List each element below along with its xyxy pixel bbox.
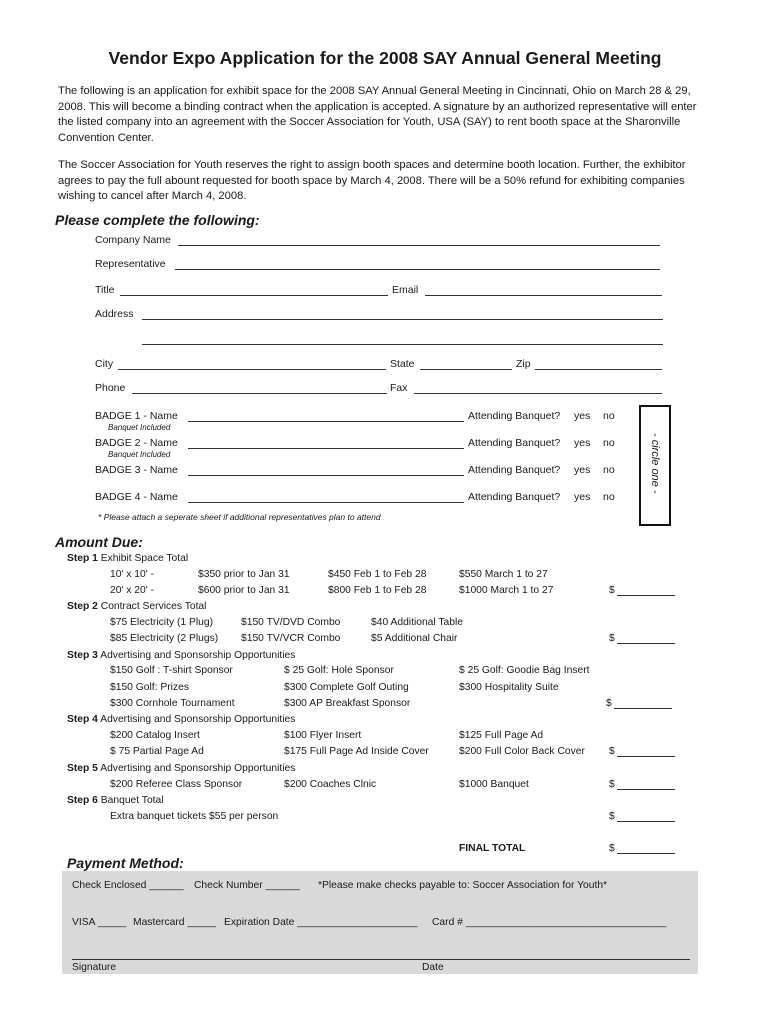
- badge-4-name-field[interactable]: [188, 502, 464, 503]
- step-1-price-20-feb: $800 Feb 1 to Feb 28: [328, 585, 427, 596]
- final-total-dollar: $: [609, 843, 615, 854]
- step-2-total-field[interactable]: [617, 643, 675, 644]
- step-4-item-5: $175 Full Page Ad Inside Cover: [284, 746, 429, 757]
- step-1-price-10-jan: $350 prior to Jan 31: [198, 569, 290, 580]
- step-3-item-1: $150 Golf : T-shirt Sponsor: [110, 665, 233, 676]
- step-3-total-field[interactable]: [614, 708, 672, 709]
- step-3-item-6: $300 Hospitality Suite: [459, 682, 559, 693]
- final-total-label: FINAL TOTAL: [459, 843, 526, 854]
- step-3-title: Advertising and Sponsorship Opportunities: [97, 650, 296, 661]
- card-number-field[interactable]: Card # ___________________________________: [432, 917, 667, 928]
- amount-due-heading: Amount Due:: [55, 534, 143, 550]
- step-3-item-4: $150 Golf: Prizes: [110, 682, 189, 693]
- final-total-field[interactable]: [617, 853, 675, 854]
- badge-1-banquet-label: Attending Banquet?: [468, 410, 561, 422]
- step-3-item-8: $300 AP Breakfast Sponsor: [284, 698, 411, 709]
- page-title: Vendor Expo Application for the 2008 SAY Annual General Meeting: [108, 48, 662, 68]
- step-2-item-2: $150 TV/DVD Combo: [241, 617, 341, 628]
- step-4-item-4: $ 75 Partial Page Ad: [110, 746, 204, 757]
- representative-field[interactable]: [175, 269, 660, 270]
- step-2-item-6: $5 Additional Chair: [371, 633, 458, 644]
- step-3-item-7: $300 Cornhole Tournament: [110, 698, 235, 709]
- address-field-line-1[interactable]: [142, 319, 663, 320]
- title-label: Title: [95, 284, 115, 296]
- badge-3-label: BADGE 3 - Name: [95, 464, 178, 476]
- step-1-size-20: 20' x 20' -: [110, 585, 154, 596]
- step-6-item-1: Extra banquet tickets $55 per person: [110, 811, 279, 822]
- badge-1-note: Banquet Included: [108, 423, 171, 432]
- zip-label: Zip: [516, 358, 531, 370]
- step-4-item-6: $200 Full Color Back Cover: [459, 746, 585, 757]
- zip-field[interactable]: [535, 369, 662, 370]
- badge-4-banquet-label: Attending Banquet?: [468, 491, 561, 503]
- badge-4-no[interactable]: no: [603, 491, 615, 503]
- badge-2-label: BADGE 2 - Name: [95, 437, 178, 449]
- phone-label: Phone: [95, 382, 126, 394]
- address-label: Address: [95, 308, 134, 320]
- badge-footnote: * Please attach a seperate sheet if additional representatives plan to attend: [98, 512, 381, 522]
- step-2-item-5: $150 TV/VCR Combo: [241, 633, 341, 644]
- step-1-title: Exhibit Space Total: [97, 553, 189, 564]
- company-name-field[interactable]: [178, 245, 660, 246]
- step-2-label: Step 2: [67, 601, 98, 612]
- step-4-dollar: $: [609, 746, 615, 757]
- fax-field[interactable]: [414, 393, 662, 394]
- badge-4-label: BADGE 4 - Name: [95, 491, 178, 503]
- step-2-item-3: $40 Additional Table: [371, 617, 463, 628]
- step-3-heading: [67, 650, 295, 661]
- state-label: State: [390, 358, 415, 370]
- badge-2-name-field[interactable]: [188, 448, 464, 449]
- email-label: Email: [392, 284, 419, 296]
- badge-2-no[interactable]: no: [603, 437, 615, 449]
- email-field[interactable]: [425, 295, 662, 296]
- step-5-title: Advertising and Sponsorship Opportunities: [97, 763, 296, 774]
- step-1-size-10: 10' x 10' -: [110, 569, 154, 580]
- step-3-dollar: $: [606, 698, 612, 709]
- badge-2-banquet-label: Attending Banquet?: [468, 437, 561, 449]
- step-5-total-field[interactable]: [617, 789, 675, 790]
- badge-2-yes[interactable]: yes: [574, 437, 591, 449]
- step-1-price-20-mar: $1000 March 1 to 27: [459, 585, 554, 596]
- payment-method-heading: Payment Method:: [67, 855, 184, 871]
- check-enclosed-field[interactable]: Check Enclosed ______: [72, 880, 184, 891]
- step-3-item-2: $ 25 Golf: Hole Sponsor: [284, 665, 394, 676]
- step-1-price-10-mar: $550 March 1 to 27: [459, 569, 548, 580]
- badge-3-banquet-label: Attending Banquet?: [468, 464, 561, 476]
- badge-3-no[interactable]: no: [603, 464, 615, 476]
- badge-1-label: BADGE 1 - Name: [95, 410, 178, 422]
- step-6-total-field[interactable]: [617, 821, 675, 822]
- city-field[interactable]: [118, 369, 386, 370]
- expiration-date-field[interactable]: Expiration Date _____________________: [224, 917, 418, 928]
- step-4-label: Step 4: [67, 714, 98, 725]
- step-3-label: Step 3: [67, 650, 98, 661]
- badge-3-yes[interactable]: yes: [574, 464, 591, 476]
- step-3-item-3: $ 25 Golf: Goodie Bag Insert: [459, 665, 590, 676]
- step-4-item-3: $125 Full Page Ad: [459, 730, 544, 741]
- step-6-dollar: $: [609, 811, 615, 822]
- city-label: City: [95, 358, 114, 370]
- representative-label: Representative: [95, 258, 166, 270]
- step-1-heading: [67, 553, 188, 564]
- circle-one-label: - circle one -: [649, 433, 661, 494]
- badge-4-yes[interactable]: yes: [574, 491, 591, 503]
- signature-line[interactable]: [72, 959, 690, 960]
- state-field[interactable]: [420, 369, 512, 370]
- step-5-heading: [67, 763, 295, 774]
- step-4-title: Advertising and Sponsorship Opportunities: [97, 714, 296, 725]
- step-2-dollar: $: [609, 633, 615, 644]
- step-6-label: Step 6: [67, 795, 98, 806]
- date-label: Date: [422, 962, 444, 973]
- please-complete-heading: Please complete the following:: [55, 212, 260, 228]
- badge-3-name-field[interactable]: [188, 475, 464, 476]
- badge-2-note: Banquet Included: [108, 450, 171, 459]
- visa-field[interactable]: VISA _____: [72, 917, 127, 928]
- step-2-title: Contract Services Total: [97, 601, 207, 612]
- step-1-total-field[interactable]: [617, 595, 675, 596]
- step-2-heading: [67, 601, 206, 612]
- mastercard-field[interactable]: Mastercard _____: [133, 917, 216, 928]
- fax-label: Fax: [390, 382, 408, 394]
- badge-1-yes[interactable]: yes: [574, 410, 591, 422]
- step-4-item-2: $100 Flyer Insert: [284, 730, 362, 741]
- step-3-item-5: $300 Complete Golf Outing: [284, 682, 409, 693]
- step-5-item-1: $200 Referee Class Sponsor: [110, 779, 243, 790]
- badge-1-no[interactable]: no: [603, 410, 615, 422]
- step-5-dollar: $: [609, 779, 615, 790]
- intro-paragraph-1: The following is an application for exhibit space for the 2008 SAY Annual General Meeting in Cincinnati, Ohio on March 28 & 29, 2008. This will become a binding contract when the application is accepted. A signature by an authorized representative will enter the listed company into an agreement with the Soccer Association for Youth, USA (SAY) to rent booth space at the Sharonville Convention Center.: [58, 85, 697, 144]
- step-4-heading: [67, 714, 295, 725]
- step-6-title: Banquet Total: [97, 795, 164, 806]
- intro-paragraph-2: The Soccer Association for Youth reserves the right to assign booth spaces and determine booth location. Further, the exhibitor agrees to pay the full abount requested for booth space by March 4, 2008. There will be a 50% refund for exhibiting companies wishing to cancel after March 4, 2008.: [58, 159, 686, 202]
- company-name-label: Company Name: [95, 234, 171, 246]
- step-1-price-20-jan: $600 prior to Jan 31: [198, 585, 290, 596]
- check-number-field[interactable]: Check Number ______: [194, 880, 300, 891]
- signature-label: Signature: [72, 962, 117, 973]
- step-6-heading: [67, 795, 164, 806]
- address-field-line-2[interactable]: [142, 344, 663, 345]
- phone-field[interactable]: [132, 393, 387, 394]
- badge-1-name-field[interactable]: [188, 421, 464, 422]
- title-field[interactable]: [120, 295, 388, 296]
- step-5-item-3: $1000 Banquet: [459, 779, 529, 790]
- step-1-label: Step 1: [67, 553, 98, 564]
- step-2-item-4: $85 Electricity (2 Plugs): [110, 633, 219, 644]
- payable-note: *Please make checks payable to: Soccer Association for Youth*: [318, 880, 608, 891]
- step-5-item-2: $200 Coaches Clnic: [284, 779, 377, 790]
- step-2-item-1: $75 Electricity (1 Plug): [110, 617, 214, 628]
- step-1-price-10-feb: $450 Feb 1 to Feb 28: [328, 569, 427, 580]
- step-1-dollar: $: [609, 585, 615, 596]
- step-4-total-field[interactable]: [617, 756, 675, 757]
- step-5-label: Step 5: [67, 763, 98, 774]
- step-4-item-1: $200 Catalog Insert: [110, 730, 200, 741]
